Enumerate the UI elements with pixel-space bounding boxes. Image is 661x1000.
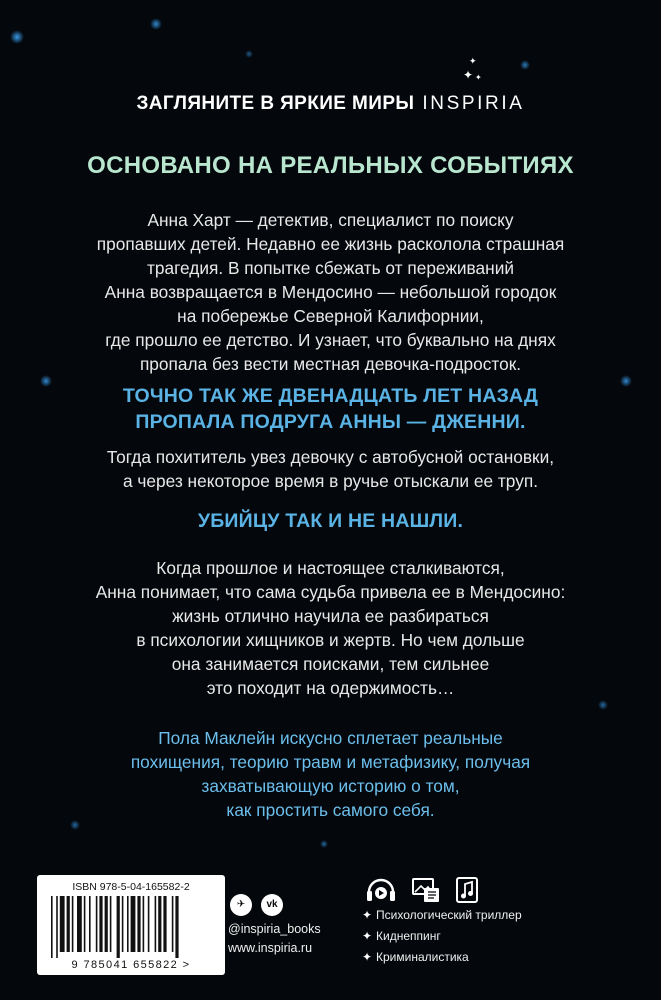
text-line: пропавших детей. Недавно ее жизнь расколола страшная (96, 234, 565, 254)
tagline-line: захватывающую историю о том, (201, 776, 460, 796)
text-line: это походит на одержимость… (206, 678, 455, 698)
barcode-bar (172, 896, 174, 952)
genre-item: ✦ Криминалистика (362, 950, 469, 964)
barcode-bar (77, 896, 82, 952)
barcode-bars (51, 896, 211, 958)
barcode-bar (155, 896, 157, 952)
barcode-bar (56, 896, 58, 958)
text-line: Анна Харт — детектив, специалист по поиску (147, 210, 514, 230)
background-glow (320, 840, 328, 848)
barcode-bar (72, 896, 74, 952)
accent-statement-2: УБИЙЦУ ТАК И НЕ НАШЛИ. (197, 510, 464, 532)
text-line: на побережье Северной Калифорнии, (177, 306, 484, 326)
star-icon: ✦ (362, 929, 373, 943)
barcode-bar (51, 896, 53, 958)
background-glow (598, 700, 608, 710)
tagline-line: похищения, теорию травм и метафизику, получая (130, 752, 531, 772)
accent-line: ПРОПАЛА ПОДРУГА АННЫ — ДЖЕННИ. (135, 411, 526, 433)
barcode-bar (117, 896, 120, 958)
audiobook-icon (365, 876, 397, 904)
barcode-bar (175, 896, 178, 958)
barcode-bar (110, 896, 112, 952)
barcode-bar (131, 896, 136, 952)
background-glow (245, 50, 253, 58)
genre-item: ✦ Киднеппинг (362, 929, 441, 943)
closing-paragraph (0, 556, 661, 700)
background-glow (520, 60, 530, 70)
barcode-bar (127, 896, 129, 952)
genre-item: ✦ Психологический триллер (362, 908, 522, 922)
music-icon (455, 876, 479, 904)
barcode-bar (158, 896, 161, 952)
barcode-digits: 9 785041 655822 > (71, 959, 191, 971)
star-icon: ✦ (362, 908, 373, 922)
barcode-bar (60, 896, 65, 952)
text-line: Анна понимает, что сама судьба привела ее в Мендосино: (95, 582, 566, 602)
isbn-label: ISBN 978-5-04-165582-2 (72, 881, 190, 893)
middle-paragraph (0, 445, 661, 493)
telegram-icon[interactable]: ✈ (230, 894, 252, 916)
background-glow (150, 18, 162, 30)
accent-statement (0, 383, 661, 435)
series-title (0, 93, 661, 115)
barcode-bar (163, 896, 166, 952)
tagline-line: как простить самого себя. (226, 800, 435, 820)
barcode-bar (67, 896, 70, 952)
text-line: а через некоторое время в ручье отыскали ее труп. (122, 471, 539, 491)
ebook-icon (411, 876, 441, 904)
barcode-bar (143, 896, 145, 952)
barcode-bar (84, 896, 86, 952)
intro-paragraph (0, 208, 661, 376)
series-prefix: ЗАГЛЯНИТЕ В ЯРКИЕ МИРЫ (136, 93, 415, 114)
text-line: она занимается поисками, тем сильнее (171, 654, 490, 674)
barcode-bar (89, 896, 91, 952)
barcode-bar (105, 896, 108, 952)
text-line: в психологии хищников и жертв. Но чем дольше (136, 630, 525, 650)
text-line: жизнь отлично научила ее разбираться (172, 606, 489, 626)
text-line: пропала без вести местная девочка-подросток. (139, 354, 522, 374)
barcode (37, 875, 225, 975)
tagline-line: Пола Маклейн искусно сплетает реальные (158, 728, 503, 748)
tagline (0, 726, 661, 822)
social-handle[interactable]: @inspiria_books (228, 922, 321, 936)
headline: ОСНОВАНО НА РЕАЛЬНЫХ СОБЫТИЯХ (87, 152, 574, 179)
text-line: трагедия. В попытке сбежать от переживаний (146, 258, 515, 278)
barcode-bar (96, 896, 98, 952)
barcode-bar (122, 896, 124, 952)
text-line: Тогда похититель увез девочку с автобусной остановки, (106, 447, 555, 467)
text-line: Анна возвращается в Мендосино — небольшой городок (104, 282, 557, 302)
star-icon: ✦ (362, 950, 373, 964)
text-line: где прошло ее детство. И узнает, что буквально на днях (105, 330, 556, 350)
text-line: Когда прошлое и настоящее сталкиваются, (156, 558, 505, 578)
website-link[interactable]: www.inspiria.ru (228, 941, 313, 955)
series-brand: INSPIRIA (422, 93, 525, 114)
barcode-bar (137, 896, 140, 952)
barcode-bar (148, 896, 150, 952)
background-glow (10, 30, 24, 44)
vk-icon[interactable]: vk (261, 894, 283, 916)
barcode-bar (99, 896, 102, 952)
accent-line: ТОЧНО ТАК ЖЕ ДВЕНАДЦАТЬ ЛЕТ НАЗАД (122, 385, 539, 407)
